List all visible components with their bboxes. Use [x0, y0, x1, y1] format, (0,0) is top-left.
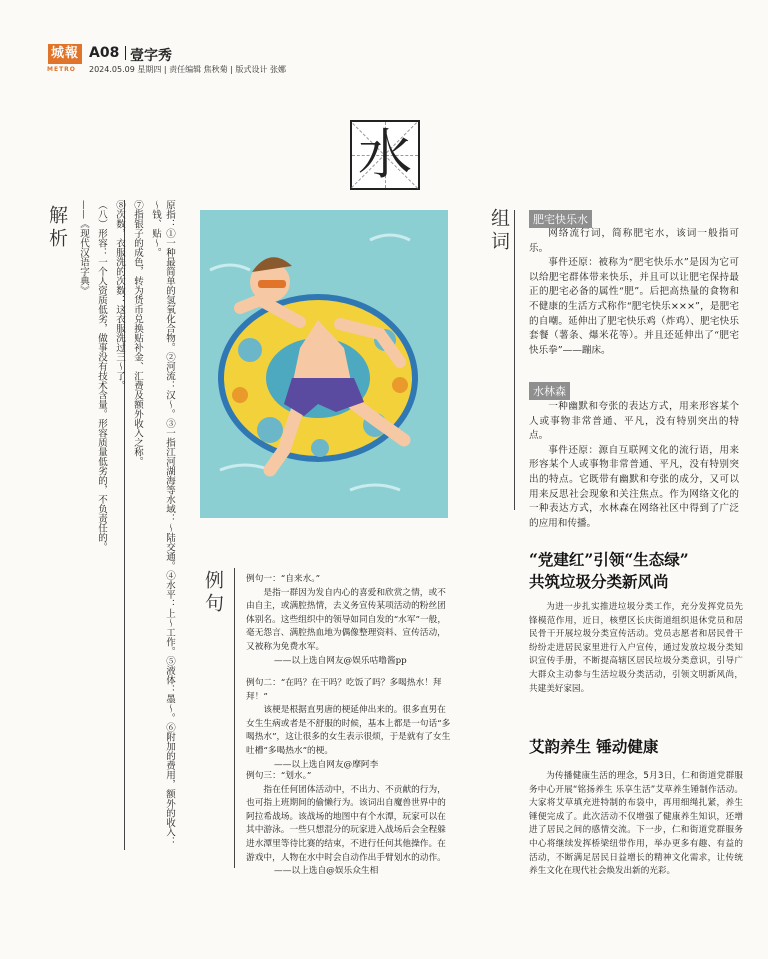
swimmer-illustration-svg	[200, 210, 448, 518]
news-body: 为传播健康生活的理念，5月3日，仁和街道党群服务中心开展“铭扬养生 乐享生活”艾草养生锤制作活动。大家将艾草填充进特制的布袋中，再用细绳扎紧，养生锤便完成了。此次活动不仅增强了健康养生知识，还增进了居民之间的感情交流。下一步，仁和街道党群服务中心将继续发挥桥梁纽带作用，举办更多有趣、有益的活动，不断满足居民日益增长的精神文化需求，让传统养生文化在现代社会焕发出新的光彩。	[529, 771, 743, 877]
featured-character: 水	[358, 123, 412, 186]
column-rule	[234, 568, 235, 868]
example-heading: 例句三：“划水。”	[246, 771, 312, 781]
word-tag: 肥宅快乐水	[529, 210, 592, 228]
swimmer-illustration	[200, 210, 448, 518]
example-heading: 例句一：“自来水。”	[246, 574, 321, 584]
example-source: ——以上选自@娱乐众生相	[274, 866, 379, 877]
analysis-line: ⑦指银子的成色，转为货币兑换贴补金、汇费及额外收入之称。	[132, 200, 143, 466]
news-title: 艾韵养生 锤动健康	[529, 737, 659, 756]
page-number: A08	[89, 45, 120, 61]
example-sentence	[246, 770, 454, 879]
paper-logo-sub: METRO	[47, 66, 76, 73]
analysis-line: ⑧次数，衣服洗的次数：这衣服洗过三～了。	[114, 200, 125, 390]
example-body: 指在任何团体活动中，不出力、不贡献的行为，也可指上班期间的偷懒行为。该词出自魔兽世界中的阿拉希战场。该战场的地图中有个水潭，玩家可以在其中游泳。一些只想混分的玩家进入战场后会全程躲进水潭里等待比赛的结束，不进行任何其他操作。在游戏中，人物在水中时会自动作出手臂划水的动作。	[246, 784, 446, 863]
example-sentence	[246, 677, 454, 772]
example-source: ——以上选自网友@娱乐咕噜酱pp	[274, 655, 407, 666]
example-body: 是指一群因为发自内心的喜爱和欣赏之情，或不由自主，或满腔热情，去义务宣传某项活动的粉丝团体别名。这些组织中的领导如同自发的“水军”一般，毫无怨言、满腔热血地为偶像整理资料、宣传活动，又被称为免费水军。	[246, 587, 447, 652]
character-box	[350, 120, 420, 190]
example-heading: 例句二：“在吗？在干吗？吃饭了吗？多喝热水！拜拜！”	[246, 678, 442, 702]
word-definition: 一种幽默和夸张的表达方式，用来形容某个人或事物非常普通、平凡，没有特别突出的特点。	[529, 401, 739, 442]
example-sentence	[246, 573, 454, 668]
analysis-column	[72, 200, 176, 850]
example-source: ——以上选自网友@摩阿李	[274, 759, 379, 770]
word-entry	[529, 400, 739, 531]
header-meta: 2024.05.09 星期四 | 责任编辑 焦秋菊 | 版式设计 张娜	[89, 65, 286, 74]
header-divider	[125, 46, 126, 60]
news-title-line: “党建红”引领“生态绿”	[529, 550, 689, 569]
word-tag: 水林森	[529, 382, 570, 400]
news-body: 为进一步扎实推进垃圾分类工作，充分发挥党员先锋模范作用，近日，核塑区长庆街道组织退休党员和居民骨干开展垃圾分类宣传活动。党员志愿者和居民骨干纷纷走进居民家里进行入户宣传，通过发放垃圾分类知识宣传手册，不断提高辖区居民垃圾分类意识，引导广大群众主动参与生活垃圾分类活动，引领文明新风尚，共建美好家园。	[529, 602, 743, 694]
news-title	[529, 549, 749, 593]
analysis-line: 原指：①一种最简单的氢氧化合物。②河流：汉～。③一指江河湖海等水域：～陆交通。④水平：上～工作。⑤液体：墨～。⑥附加的费用，额外的收入：～钱、贴～。	[150, 200, 175, 846]
analysis-line: （八）形容：一个人资质低劣，做事没有技术含量。形容质量低劣的，不负责任的。	[96, 200, 107, 552]
word-definition: 网络流行词，简称肥宅水，该词一般指可乐。	[529, 228, 739, 254]
heading-examples: 例句	[202, 570, 224, 616]
heading-analysis: 解析	[46, 205, 68, 251]
column-rule	[514, 210, 515, 510]
word-story: 事件还原：源自互联网文化的流行语，用来形容某个人或事物非常普通、平凡，没有特别突出的特点。它既带有幽默和夸张的成分，又可以用来反思社会现象和关注焦点。作为网络文化的一种表达方式，水林森在网络社区中得到了广泛的应用和传播。	[529, 444, 739, 529]
word-story: 事件还原：被称为“肥宅快乐水”是因为它可以给肥宅群体带来快乐，并且可以让肥宅保持最正的肥宅必备的属性“肥”。后把高热量的食物和不健康的生活方式称作“肥宅快乐×××”，是肥宅的自嘲。延伸出了肥宅快乐鸡（炸鸡）、肥宅快乐套餐（薯条、爆米花等）。并且还延伸出了“肥宅快乐拳”——蹦床。	[529, 257, 739, 356]
heading-words: 组词	[488, 208, 510, 254]
example-body: 该梗是根据直男唐的梗延伸出来的。很多直男在女生生病或者是不舒服的时候，基本上都是一句话“多喝热水”，这让很多的女生表示很烦，于是就有了女生吐槽“多喝热水”的梗。	[246, 705, 451, 756]
word-entry	[529, 227, 739, 358]
news-title-line: 共筑垃圾分类新风尚	[529, 572, 669, 591]
paper-logo: 城報	[48, 44, 82, 64]
section-title: 壹字秀	[130, 48, 172, 64]
analysis-source: ——《现代汉语字典》	[78, 200, 89, 295]
